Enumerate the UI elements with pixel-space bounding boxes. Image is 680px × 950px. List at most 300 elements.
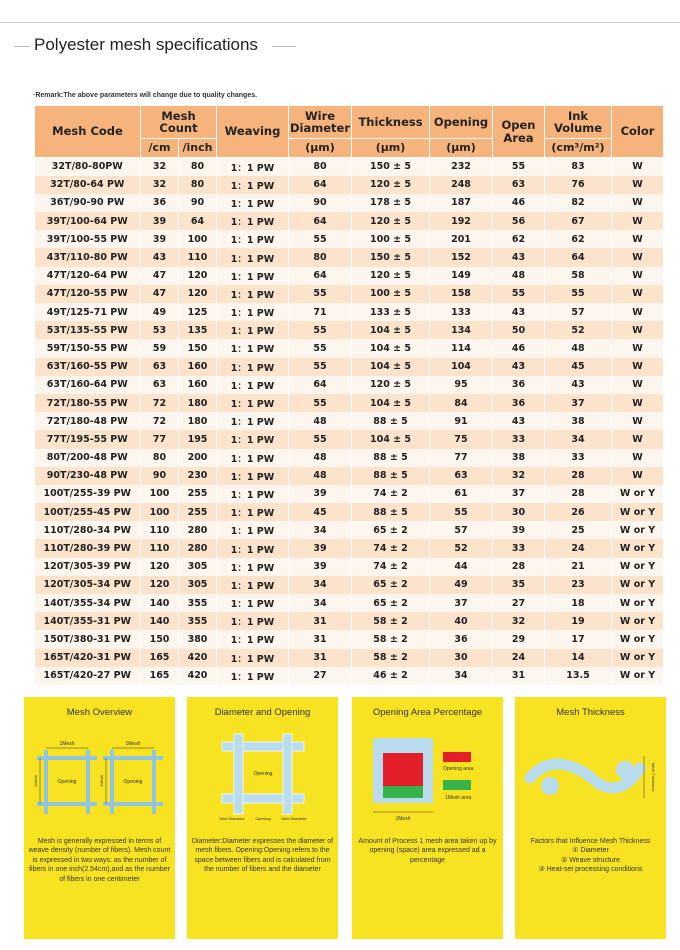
cell-mesh-code: 140T/355-34 PW bbox=[35, 594, 141, 612]
cell-wire-diameter: 80 bbox=[289, 158, 352, 176]
cell-mesh-per-cm: 63 bbox=[141, 358, 179, 376]
table-row bbox=[35, 358, 664, 376]
side-label: Mesh Thickness bbox=[651, 762, 656, 792]
cell-opening: 248 bbox=[430, 176, 493, 194]
header-wire-diameter: Wire Diameter bbox=[289, 106, 352, 139]
cell-weaving: 1：1 PW bbox=[217, 339, 289, 357]
cell-color: W or Y bbox=[612, 612, 664, 630]
header-open-area: Open Area bbox=[493, 106, 545, 158]
header-thickness: Thickness bbox=[352, 106, 430, 139]
card-desc-mesh-overview: Mesh is generally expressed in terms of weave density (number of fibers). Mesh count is expressed in two ways: as the number of fibers in one inch(2.54cm),and as the number of fibers in one centimeter bbox=[28, 838, 171, 883]
cell-open-area: 43 bbox=[493, 412, 545, 430]
cell-wire-diameter: 34 bbox=[289, 594, 352, 612]
cell-mesh-per-inch: 64 bbox=[179, 212, 217, 230]
cell-thickness: 104 ± 5 bbox=[352, 430, 430, 448]
cell-mesh-code: 32T/80-64 PW bbox=[35, 176, 141, 194]
cell-mesh-per-cm: 100 bbox=[141, 485, 179, 503]
cell-weaving: 1：1 PW bbox=[217, 630, 289, 648]
cell-mesh-per-inch: 355 bbox=[179, 612, 217, 630]
cell-opening: 104 bbox=[430, 358, 493, 376]
cell-mesh-per-cm: 39 bbox=[141, 230, 179, 248]
cell-thickness: 178 ± 5 bbox=[352, 194, 430, 212]
header-weaving: Weaving bbox=[217, 106, 289, 158]
cell-open-area: 32 bbox=[493, 612, 545, 630]
cell-mesh-code: 53T/135-55 PW bbox=[35, 321, 141, 339]
cell-opening: 63 bbox=[430, 467, 493, 485]
cell-thickness: 100 ± 5 bbox=[352, 285, 430, 303]
cell-wire-diameter: 31 bbox=[289, 649, 352, 667]
cell-mesh-per-cm: 90 bbox=[141, 467, 179, 485]
cell-wire-diameter: 55 bbox=[289, 358, 352, 376]
cell-thickness: 74 ± 2 bbox=[352, 539, 430, 557]
cell-ink-volume: 19 bbox=[545, 612, 612, 630]
table-row bbox=[35, 485, 664, 503]
table-row bbox=[35, 667, 664, 685]
cell-mesh-code: 47T/120-55 PW bbox=[35, 285, 141, 303]
cell-mesh-per-cm: 43 bbox=[141, 248, 179, 266]
cell-mesh-code: 36T/90-90 PW bbox=[35, 194, 141, 212]
top-divider bbox=[0, 22, 680, 23]
cell-thickness: 88 ± 5 bbox=[352, 412, 430, 430]
cell-open-area: 48 bbox=[493, 267, 545, 285]
cell-thickness: 65 ± 2 bbox=[352, 576, 430, 594]
cell-mesh-per-cm: 110 bbox=[141, 539, 179, 557]
cell-wire-diameter: 80 bbox=[289, 248, 352, 266]
cell-color: W bbox=[612, 158, 664, 176]
cell-wire-diameter: 48 bbox=[289, 467, 352, 485]
cell-open-area: 56 bbox=[493, 212, 545, 230]
cell-ink-volume: 43 bbox=[545, 376, 612, 394]
cell-weaving: 1：1 PW bbox=[217, 412, 289, 430]
table-row bbox=[35, 376, 664, 394]
card-mesh-overview bbox=[24, 697, 175, 939]
cell-mesh-code: 32T/80-80PW bbox=[35, 158, 141, 176]
cell-color: W or Y bbox=[612, 630, 664, 648]
cell-open-area: 38 bbox=[493, 449, 545, 467]
cell-mesh-per-cm: 59 bbox=[141, 339, 179, 357]
cell-open-area: 29 bbox=[493, 630, 545, 648]
cell-color: W bbox=[612, 267, 664, 285]
cell-ink-volume: 57 bbox=[545, 303, 612, 321]
cell-color: W or Y bbox=[612, 485, 664, 503]
cell-color: W bbox=[612, 467, 664, 485]
mesh-overview-diagram bbox=[31, 728, 168, 823]
cell-color: W bbox=[612, 285, 664, 303]
cell-wire-diameter: 55 bbox=[289, 230, 352, 248]
cell-mesh-code: 100T/255-45 PW bbox=[35, 503, 141, 521]
cell-thickness: 150 ± 5 bbox=[352, 248, 430, 266]
cell-thickness: 74 ± 2 bbox=[352, 558, 430, 576]
table-row bbox=[35, 612, 664, 630]
cell-mesh-code: 165T/420-27 PW bbox=[35, 667, 141, 685]
cell-wire-diameter: 55 bbox=[289, 285, 352, 303]
cell-mesh-per-cm: 165 bbox=[141, 649, 179, 667]
cell-open-area: 50 bbox=[493, 321, 545, 339]
table-row bbox=[35, 430, 664, 448]
mesh-thickness-diagram bbox=[522, 728, 659, 823]
cell-wire-diameter: 31 bbox=[289, 630, 352, 648]
cell-ink-volume: 33 bbox=[545, 449, 612, 467]
cell-mesh-per-inch: 180 bbox=[179, 394, 217, 412]
card-title-diameter-opening: Diameter and Opening bbox=[214, 707, 311, 718]
cell-open-area: 43 bbox=[493, 303, 545, 321]
cell-mesh-code: 100T/255-39 PW bbox=[35, 485, 141, 503]
title-rule-left bbox=[14, 46, 30, 47]
cell-mesh-code: 77T/195-55 PW bbox=[35, 430, 141, 448]
cell-open-area: 55 bbox=[493, 158, 545, 176]
cell-opening: 37 bbox=[430, 594, 493, 612]
cell-mesh-per-inch: 280 bbox=[179, 539, 217, 557]
cell-wire-diameter: 55 bbox=[289, 339, 352, 357]
legend-mesh: 1Mesh area bbox=[445, 795, 472, 801]
cell-opening: 34 bbox=[430, 667, 493, 685]
cell-mesh-per-inch: 150 bbox=[179, 339, 217, 357]
cell-mesh-per-inch: 195 bbox=[179, 430, 217, 448]
cell-mesh-code: 39T/100-55 PW bbox=[35, 230, 141, 248]
cell-wire-diameter: 55 bbox=[289, 430, 352, 448]
cell-opening: 152 bbox=[430, 248, 493, 266]
cell-ink-volume: 38 bbox=[545, 412, 612, 430]
cell-opening: 36 bbox=[430, 630, 493, 648]
cell-mesh-per-inch: 80 bbox=[179, 158, 217, 176]
cell-mesh-per-inch: 160 bbox=[179, 358, 217, 376]
cell-opening: 133 bbox=[430, 303, 493, 321]
cell-color: W or Y bbox=[612, 576, 664, 594]
cell-mesh-code: 47T/120-64 PW bbox=[35, 267, 141, 285]
cell-mesh-per-cm: 140 bbox=[141, 594, 179, 612]
label-wire-left: Wire Diameter bbox=[219, 816, 245, 821]
cell-open-area: 28 bbox=[493, 558, 545, 576]
cell-open-area: 39 bbox=[493, 521, 545, 539]
factors-title: Factors that Influence Mesh Thickness bbox=[530, 838, 651, 845]
cell-thickness: 100 ± 5 bbox=[352, 230, 430, 248]
table-row bbox=[35, 248, 664, 266]
cell-thickness: 120 ± 5 bbox=[352, 212, 430, 230]
cell-thickness: 65 ± 2 bbox=[352, 521, 430, 539]
cell-open-area: 63 bbox=[493, 176, 545, 194]
cell-mesh-per-inch: 135 bbox=[179, 321, 217, 339]
cell-thickness: 120 ± 5 bbox=[352, 376, 430, 394]
cell-color: W bbox=[612, 248, 664, 266]
cell-color: W bbox=[612, 412, 664, 430]
table-row bbox=[35, 576, 664, 594]
cell-ink-volume: 17 bbox=[545, 630, 612, 648]
cell-mesh-per-inch: 80 bbox=[179, 176, 217, 194]
table-row bbox=[35, 230, 664, 248]
cell-color: W or Y bbox=[612, 558, 664, 576]
card-diameter-opening bbox=[187, 697, 338, 939]
table-row bbox=[35, 649, 664, 667]
cell-ink-volume: 26 bbox=[545, 503, 612, 521]
cell-mesh-per-inch: 305 bbox=[179, 576, 217, 594]
cell-weaving: 1：1 PW bbox=[217, 303, 289, 321]
card-desc-diameter-opening: Diameter:Diameter expresses the diameter of mesh fibers. Opening:Opening refers to the space between fibers and is calculated from the number of fibers and the diameter bbox=[191, 838, 334, 874]
legend-opening: Opening area bbox=[443, 766, 474, 772]
cell-wire-diameter: 64 bbox=[289, 376, 352, 394]
cell-opening: 232 bbox=[430, 158, 493, 176]
cell-mesh-per-inch: 120 bbox=[179, 267, 217, 285]
cell-opening: 55 bbox=[430, 503, 493, 521]
cell-open-area: 43 bbox=[493, 358, 545, 376]
cell-wire-diameter: 55 bbox=[289, 321, 352, 339]
cell-open-area: 33 bbox=[493, 539, 545, 557]
cell-weaving: 1：1 PW bbox=[217, 576, 289, 594]
title-rule-right bbox=[272, 46, 296, 47]
cell-ink-volume: 76 bbox=[545, 176, 612, 194]
cell-opening: 44 bbox=[430, 558, 493, 576]
cell-weaving: 1：1 PW bbox=[217, 649, 289, 667]
cell-weaving: 1：1 PW bbox=[217, 558, 289, 576]
label-wire-right: Wire Diameter bbox=[281, 816, 307, 821]
cell-weaving: 1：1 PW bbox=[217, 521, 289, 539]
cell-mesh-per-cm: 36 bbox=[141, 194, 179, 212]
cell-mesh-per-cm: 120 bbox=[141, 558, 179, 576]
cell-open-area: 43 bbox=[493, 248, 545, 266]
cell-mesh-per-cm: 32 bbox=[141, 176, 179, 194]
table-row bbox=[35, 503, 664, 521]
table-row bbox=[35, 394, 664, 412]
cell-weaving: 1：1 PW bbox=[217, 194, 289, 212]
cell-mesh-per-inch: 200 bbox=[179, 449, 217, 467]
cell-opening: 134 bbox=[430, 321, 493, 339]
factor-2: ② Weave structure bbox=[560, 856, 621, 864]
cell-weaving: 1：1 PW bbox=[217, 285, 289, 303]
label-mesh-a: 1Mesh bbox=[59, 741, 75, 747]
cell-thickness: 120 ± 5 bbox=[352, 267, 430, 285]
header-mesh-code: Mesh Code bbox=[35, 106, 141, 158]
cell-mesh-code: 150T/380-31 PW bbox=[35, 630, 141, 648]
cell-ink-volume: 58 bbox=[545, 267, 612, 285]
cell-mesh-code: 43T/110-80 PW bbox=[35, 248, 141, 266]
cell-mesh-per-cm: 77 bbox=[141, 430, 179, 448]
cell-mesh-per-inch: 255 bbox=[179, 503, 217, 521]
cell-mesh-code: 120T/305-34 PW bbox=[35, 576, 141, 594]
header-opening-unit: (μm) bbox=[430, 139, 493, 158]
legend-mesh-swatch bbox=[443, 780, 471, 790]
cell-color: W bbox=[612, 321, 664, 339]
cell-thickness: 104 ± 5 bbox=[352, 339, 430, 357]
cell-mesh-per-cm: 47 bbox=[141, 267, 179, 285]
cell-open-area: 27 bbox=[493, 594, 545, 612]
cell-mesh-code: 165T/420-31 PW bbox=[35, 649, 141, 667]
cell-mesh-code: 120T/305-39 PW bbox=[35, 558, 141, 576]
cell-open-area: 32 bbox=[493, 467, 545, 485]
table-row bbox=[35, 176, 664, 194]
label-opening-bottom: Opening bbox=[255, 816, 271, 821]
cell-thickness: 133 ± 5 bbox=[352, 303, 430, 321]
cell-mesh-per-cm: 47 bbox=[141, 285, 179, 303]
cell-thickness: 120 ± 5 bbox=[352, 176, 430, 194]
cell-mesh-per-inch: 420 bbox=[179, 649, 217, 667]
table-row bbox=[35, 412, 664, 430]
cell-thickness: 104 ± 5 bbox=[352, 358, 430, 376]
cell-opening: 49 bbox=[430, 576, 493, 594]
card-title-mesh-thickness: Mesh Thickness bbox=[556, 707, 625, 718]
table-row bbox=[35, 594, 664, 612]
cell-weaving: 1：1 PW bbox=[217, 176, 289, 194]
cell-opening: 57 bbox=[430, 521, 493, 539]
cell-open-area: 36 bbox=[493, 394, 545, 412]
table-row bbox=[35, 267, 664, 285]
cell-thickness: 58 ± 2 bbox=[352, 630, 430, 648]
cell-opening: 30 bbox=[430, 649, 493, 667]
card-desc-open-area: Amount of Process 1 mesh area taken up by opening (space) area expressed ad a percentage bbox=[358, 838, 497, 864]
table-row bbox=[35, 212, 664, 230]
label-opening-b: Opening bbox=[123, 779, 143, 785]
cell-mesh-per-cm: 140 bbox=[141, 612, 179, 630]
cell-weaving: 1：1 PW bbox=[217, 485, 289, 503]
table-row bbox=[35, 303, 664, 321]
cell-mesh-per-inch: 90 bbox=[179, 194, 217, 212]
cell-mesh-code: 39T/100-64 PW bbox=[35, 212, 141, 230]
cell-mesh-per-cm: 110 bbox=[141, 521, 179, 539]
cell-mesh-per-cm: 165 bbox=[141, 667, 179, 685]
cell-mesh-per-inch: 355 bbox=[179, 594, 217, 612]
spec-table-body bbox=[35, 158, 664, 685]
cell-weaving: 1：1 PW bbox=[217, 321, 289, 339]
cell-color: W bbox=[612, 339, 664, 357]
label-opening-a: Opening bbox=[57, 779, 77, 785]
cell-mesh-per-inch: 230 bbox=[179, 467, 217, 485]
cell-mesh-per-inch: 280 bbox=[179, 521, 217, 539]
legend-opening-swatch bbox=[443, 752, 471, 762]
cell-wire-diameter: 27 bbox=[289, 667, 352, 685]
cell-weaving: 1：1 PW bbox=[217, 612, 289, 630]
table-row bbox=[35, 194, 664, 212]
cell-wire-diameter: 64 bbox=[289, 176, 352, 194]
cell-weaving: 1：1 PW bbox=[217, 503, 289, 521]
cell-color: W or Y bbox=[612, 539, 664, 557]
header-color: Color bbox=[612, 106, 664, 158]
spec-table bbox=[34, 105, 664, 685]
cell-ink-volume: 14 bbox=[545, 649, 612, 667]
cell-wire-diameter: 48 bbox=[289, 412, 352, 430]
cell-thickness: 88 ± 5 bbox=[352, 467, 430, 485]
cell-thickness: 58 ± 2 bbox=[352, 612, 430, 630]
cell-thickness: 88 ± 5 bbox=[352, 449, 430, 467]
cell-open-area: 33 bbox=[493, 430, 545, 448]
label-opening: Opening bbox=[253, 771, 273, 777]
cell-open-area: 35 bbox=[493, 576, 545, 594]
cell-ink-volume: 64 bbox=[545, 248, 612, 266]
card-open-area bbox=[352, 697, 503, 939]
cell-color: W bbox=[612, 358, 664, 376]
cell-mesh-per-cm: 49 bbox=[141, 303, 179, 321]
cell-weaving: 1：1 PW bbox=[217, 667, 289, 685]
cell-color: W bbox=[612, 430, 664, 448]
cell-mesh-per-inch: 100 bbox=[179, 230, 217, 248]
cell-ink-volume: 24 bbox=[545, 539, 612, 557]
page-title: Polyester mesh specifications bbox=[34, 35, 258, 54]
cell-weaving: 1：1 PW bbox=[217, 230, 289, 248]
label-mesh-b: 1Mesh bbox=[125, 741, 141, 747]
cell-mesh-per-inch: 160 bbox=[179, 376, 217, 394]
header-ink-volume-unit: (cm³/m²) bbox=[545, 139, 612, 158]
cell-thickness: 88 ± 5 bbox=[352, 503, 430, 521]
cell-ink-volume: 48 bbox=[545, 339, 612, 357]
cell-thickness: 58 ± 2 bbox=[352, 649, 430, 667]
diameter-opening-diagram bbox=[194, 728, 331, 823]
cell-wire-diameter: 45 bbox=[289, 503, 352, 521]
cell-thickness: 104 ± 5 bbox=[352, 394, 430, 412]
cell-opening: 91 bbox=[430, 412, 493, 430]
cell-opening: 158 bbox=[430, 285, 493, 303]
card-mesh-thickness bbox=[515, 697, 666, 939]
cell-color: W bbox=[612, 449, 664, 467]
cell-mesh-per-cm: 100 bbox=[141, 503, 179, 521]
cell-ink-volume: 28 bbox=[545, 467, 612, 485]
cell-wire-diameter: 64 bbox=[289, 267, 352, 285]
cell-weaving: 1：1 PW bbox=[217, 430, 289, 448]
table-row bbox=[35, 285, 664, 303]
cell-wire-diameter: 34 bbox=[289, 576, 352, 594]
table-row bbox=[35, 630, 664, 648]
cell-opening: 149 bbox=[430, 267, 493, 285]
header-mesh-count: Mesh Count bbox=[141, 106, 217, 139]
cell-color: W or Y bbox=[612, 594, 664, 612]
cell-weaving: 1：1 PW bbox=[217, 539, 289, 557]
cell-mesh-per-inch: 110 bbox=[179, 248, 217, 266]
cell-open-area: 24 bbox=[493, 649, 545, 667]
cell-opening: 114 bbox=[430, 339, 493, 357]
cell-thickness: 46 ± 2 bbox=[352, 667, 430, 685]
cell-opening: 187 bbox=[430, 194, 493, 212]
cell-mesh-per-cm: 72 bbox=[141, 394, 179, 412]
table-row bbox=[35, 467, 664, 485]
cell-opening: 77 bbox=[430, 449, 493, 467]
factor-1: ① Diameter bbox=[572, 847, 609, 855]
cell-open-area: 30 bbox=[493, 503, 545, 521]
label-side-a: 1Mesh bbox=[33, 774, 38, 788]
cell-ink-volume: 23 bbox=[545, 576, 612, 594]
cell-mesh-per-cm: 120 bbox=[141, 576, 179, 594]
cell-weaving: 1：1 PW bbox=[217, 594, 289, 612]
cell-ink-volume: 13.5 bbox=[545, 667, 612, 685]
cell-opening: 84 bbox=[430, 394, 493, 412]
cell-mesh-per-inch: 380 bbox=[179, 630, 217, 648]
cell-open-area: 36 bbox=[493, 376, 545, 394]
header-wire-diameter-unit: (μm) bbox=[289, 139, 352, 158]
cell-color: W or Y bbox=[612, 503, 664, 521]
cell-mesh-code: 72T/180-55 PW bbox=[35, 394, 141, 412]
label-side-b: 1Mesh bbox=[99, 774, 104, 788]
table-row bbox=[35, 521, 664, 539]
cell-open-area: 37 bbox=[493, 485, 545, 503]
cell-mesh-per-cm: 80 bbox=[141, 449, 179, 467]
cell-open-area: 46 bbox=[493, 194, 545, 212]
cell-mesh-code: 72T/180-48 PW bbox=[35, 412, 141, 430]
cell-open-area: 46 bbox=[493, 339, 545, 357]
table-row bbox=[35, 158, 664, 176]
cell-color: W bbox=[612, 212, 664, 230]
cell-ink-volume: 21 bbox=[545, 558, 612, 576]
header-ink-volume: Ink Volume bbox=[545, 106, 612, 139]
cell-opening: 201 bbox=[430, 230, 493, 248]
cell-color: W or Y bbox=[612, 667, 664, 685]
cell-mesh-code: 63T/160-64 PW bbox=[35, 376, 141, 394]
cell-opening: 52 bbox=[430, 539, 493, 557]
cell-weaving: 1：1 PW bbox=[217, 212, 289, 230]
cell-color: W bbox=[612, 303, 664, 321]
cell-color: W or Y bbox=[612, 521, 664, 539]
cell-wire-diameter: 34 bbox=[289, 521, 352, 539]
cell-ink-volume: 55 bbox=[545, 285, 612, 303]
cell-weaving: 1：1 PW bbox=[217, 358, 289, 376]
cell-mesh-per-inch: 125 bbox=[179, 303, 217, 321]
cell-ink-volume: 18 bbox=[545, 594, 612, 612]
cell-open-area: 31 bbox=[493, 667, 545, 685]
cell-mesh-code: 59T/150-55 PW bbox=[35, 339, 141, 357]
